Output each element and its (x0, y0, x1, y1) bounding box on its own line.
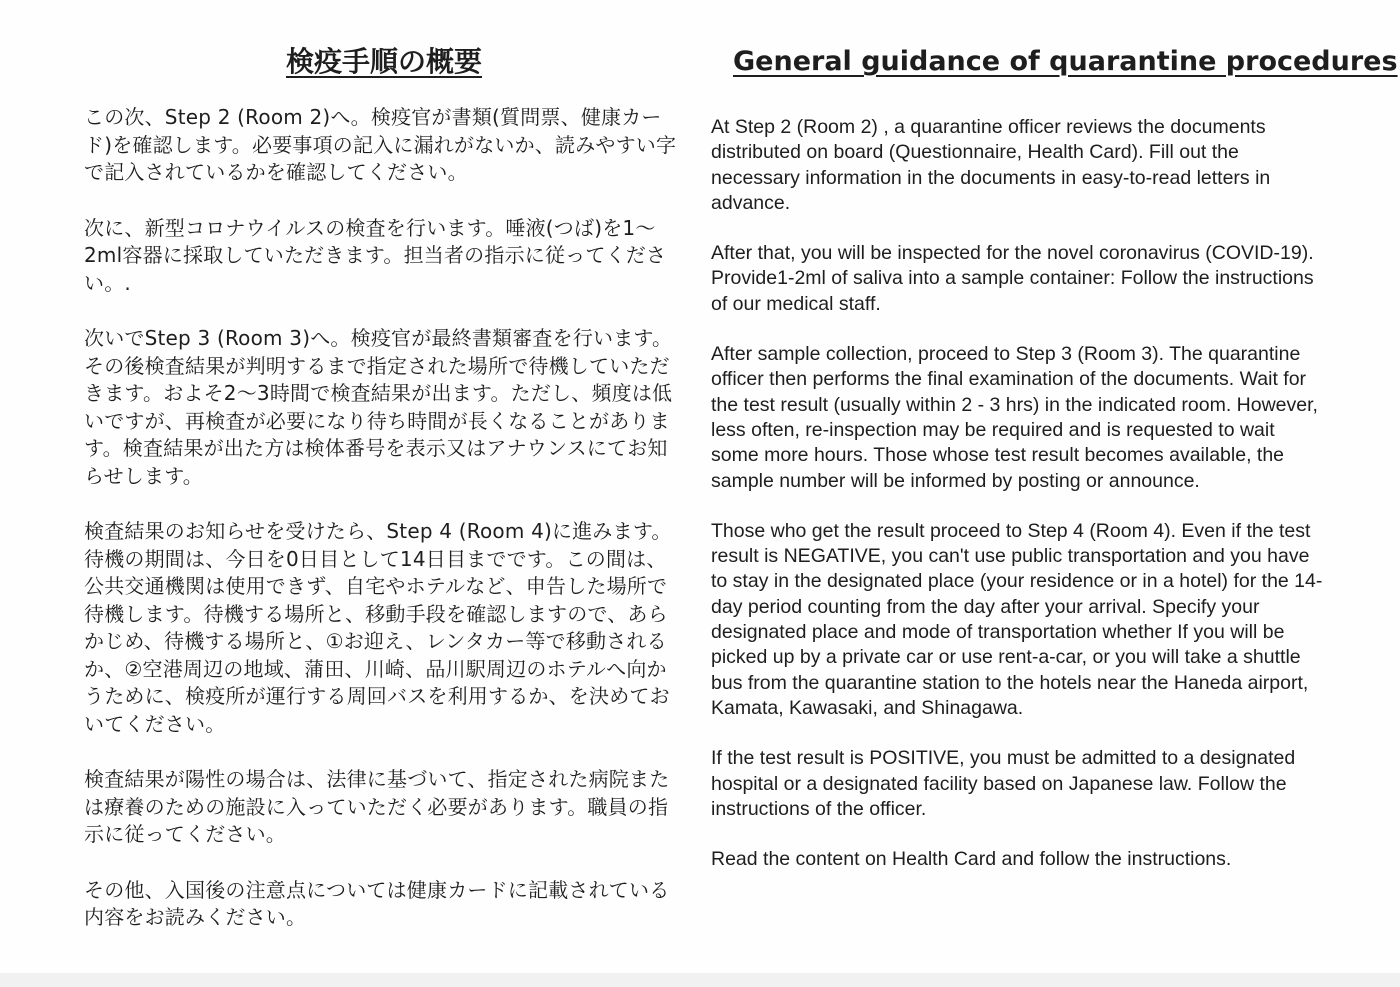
scan-bottom-edge (0, 973, 1400, 987)
english-column (711, 38, 1398, 872)
english-paragraph-step3: After sample collection, proceed to Step 3 (Room 3). The quarantine officer then performs the final examination of the documents. Wait for the test result (usually within 2 - 3 hrs) in the indicated room. However, less often, re-inspection may be required and is requested to wait some more hours. Those whose test result becomes available, the sample number will be informed by posting or announce. (711, 343, 1318, 492)
japanese-paragraph-step3: 次いでStep 3 (Room 3)へ。検疫官が最終書類審査を行います。その後検査結果が判明するまで指定された場所で待機していただきます。およそ2～3時間で検査結果が出ます。ただし、頻度は低いですが、再検査が必要になり待ち時間が長くなることがあります。検査結果が出た方は検体番号を表示又はアナウンスにてお知らせします。 (84, 326, 673, 488)
english-paragraph-step2: At Step 2 (Room 2) , a quarantine officer reviews the documents distributed on board (Questionnaire, Health Card). Fill out the necessary information in the documents in easy-to-read letters in advance. (711, 116, 1271, 214)
japanese-paragraph-health-card: その他、入国後の注意点については健康カードに記載されている内容をお読みください。 (84, 877, 670, 929)
japanese-title: 検疫手順の概要 (285, 45, 482, 78)
english-paragraph-covid-test: After that, you will be inspected for the novel coronavirus (COVID-19). Provide1-2ml of saliva into a sample container: Follow the instructions of our medical staff. (711, 242, 1314, 315)
japanese-column (84, 38, 684, 932)
english-title: General guidance of quarantine procedures (733, 46, 1398, 77)
japanese-paragraph-step2: この次、Step 2 (Room 2)へ。検疫官が書類(質問票、健康カード)を確認します。必要事項の記入に漏れがないか、読みやすい字で記入されているかを確認してください。 (84, 105, 677, 184)
japanese-paragraph-positive: 検査結果が陽性の場合は、法律に基づいて、指定された病院または療養のための施設に入っていただく必要があります。職員の指示に従ってください。 (84, 767, 670, 846)
english-paragraph-step4: Those who get the result proceed to Step 4 (Room 4). Even if the test result is NEGATIVE, you can't use public transportation and you have to stay in the designated place (your residence or in a hotel) for the 14-day period counting from the day after your arrival. Specify your designated place and mode of transportation whether If you will be picked up by a private car or use rent-a-car, or you will take a shuttle bus from the quarantine station to the hotels near the Haneda airport, Kamata, Kawasaki, and Shinagawa. (711, 519, 1323, 719)
japanese-paragraph-step4: 検査結果のお知らせを受けたら、Step 4 (Room 4)に進みます。待機の期間は、今日を0日目として14日目までです。この間は、公共交通機関は使用できず、自宅やホテルなど、申告した場所で待機します。待機する場所と、移動手段を確認しますので、あらかじめ、待機する場所と、①お迎え、レンタカー等で移動されるか、②空港周辺の地域、蒲田、川崎、品川駅周辺のホテルへ向かうために、検疫所が運行する周回バスを利用するか、を決めておいてください。 (84, 519, 672, 736)
japanese-paragraph-covid-test: 次に、新型コロナウイルスの検査を行います。唾液(つば)を1～2ml容器に採取していただきます。担当者の指示に従ってください。. (84, 215, 667, 295)
english-paragraph-health-card: Read the content on Health Card and follow the instructions. (711, 848, 1232, 871)
english-paragraph-positive: If the test result is POSITIVE, you must be admitted to a designated hospital or a designated facility based on Japanese law. Follow the instructions of the officer. (711, 747, 1296, 820)
